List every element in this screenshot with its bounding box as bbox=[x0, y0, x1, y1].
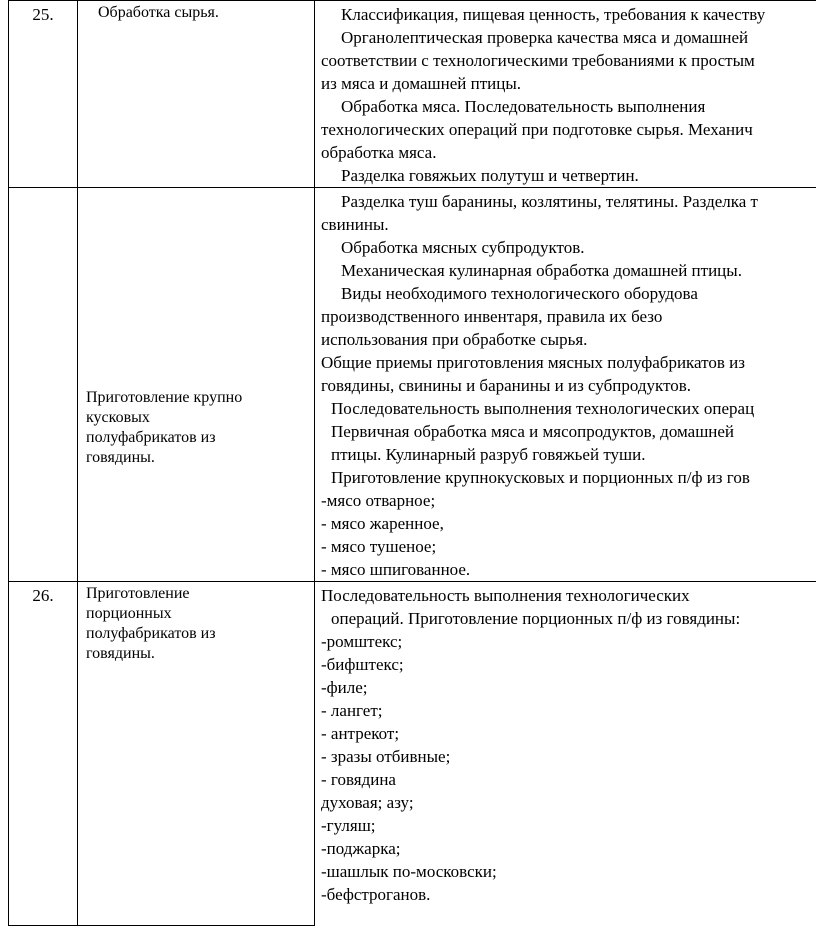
topic-line: полуфабрикатов из bbox=[86, 625, 216, 642]
content-line: -поджарка; bbox=[321, 839, 401, 858]
content-line: соответствии с технологическими требованиями к простым bbox=[321, 51, 755, 70]
content-line: - мясо жаренное, bbox=[321, 514, 444, 533]
row-number: 26. bbox=[9, 582, 78, 926]
topic-line: Приготовление крупно bbox=[86, 389, 243, 406]
content-line: Обработка мясных субпродуктов. bbox=[341, 238, 585, 257]
topic-cell bbox=[78, 1, 315, 188]
topic-line: кусковых bbox=[86, 409, 150, 426]
content-line: обработка мяса. bbox=[321, 143, 437, 162]
content-line: Первичная обработка мяса и мясопродуктов, домашней bbox=[331, 422, 735, 441]
topic-line: Приготовление bbox=[86, 585, 190, 602]
content-line: -бефстроганов. bbox=[321, 885, 431, 904]
content-line: Приготовление крупнокусковых и порционных п/ф из гов bbox=[331, 468, 750, 487]
content-line: Общие приемы приготовления мясных полуфабрикатов из bbox=[321, 353, 745, 372]
topic-cell bbox=[78, 582, 315, 926]
topic-line: говядины. bbox=[86, 645, 155, 662]
content-line: Классификация, пищевая ценность, требования к качеству bbox=[341, 5, 766, 24]
content-line: -гуляш; bbox=[321, 816, 376, 835]
syllabus-table bbox=[8, 0, 816, 926]
table-row bbox=[9, 188, 816, 582]
content-line: Последовательность выполнения технологических bbox=[321, 586, 690, 605]
content-line: - лангет; bbox=[321, 701, 383, 720]
content-line: -бифштекс; bbox=[321, 655, 404, 674]
topic-line: говядины. bbox=[86, 449, 155, 466]
table-row bbox=[9, 582, 816, 926]
content-line: Разделка туш баранины, козлятины, телятины. Разделка т bbox=[341, 192, 758, 211]
content-line: свинины. bbox=[321, 215, 389, 234]
topic-line: полуфабрикатов из bbox=[86, 429, 216, 446]
content-line: производственного инвентаря, правила их безо bbox=[321, 307, 663, 326]
content-line: из мяса и домашней птицы. bbox=[321, 74, 522, 93]
content-line: говядины, свинины и баранины и из субпродуктов. bbox=[321, 376, 692, 395]
content-line: Последовательность выполнения технологических операц bbox=[331, 399, 755, 418]
content-line: технологических операций при подготовке сырья. Механич bbox=[321, 120, 753, 139]
content-line: -филе; bbox=[321, 678, 368, 697]
content-line: -мясо отварное; bbox=[321, 491, 436, 510]
content-line: Механическая кулинарная обработка домашней птицы. bbox=[341, 261, 742, 280]
content-line: - говядина bbox=[321, 770, 396, 789]
content-line: - мясо шпигованное. bbox=[321, 560, 471, 579]
content-cell bbox=[315, 582, 816, 926]
content-line: операций. Приготовление порционных п/ф из говядины: bbox=[331, 609, 741, 628]
topic-line: порционных bbox=[86, 605, 172, 622]
topic-text: Обработка сырья. bbox=[98, 4, 219, 21]
content-cell bbox=[315, 1, 816, 188]
content-line: птицы. Кулинарный разруб говяжьей туши. bbox=[331, 445, 646, 464]
content-line: духовая; азу; bbox=[321, 793, 414, 812]
content-line: Обработка мяса. Последовательность выполнения bbox=[341, 97, 706, 116]
content-line: - антрекот; bbox=[321, 724, 400, 743]
content-cell bbox=[315, 188, 816, 582]
content-line: Органолептическая проверка качества мяса и домашней bbox=[341, 28, 749, 47]
content-line: - мясо тушеное; bbox=[321, 537, 437, 556]
content-line: Разделка говяжьих полутуш и четвертин. bbox=[341, 166, 639, 185]
content-line: - зразы отбивные; bbox=[321, 747, 451, 766]
topic-cell bbox=[78, 188, 315, 582]
content-line: -ромштекс; bbox=[321, 632, 403, 651]
row-number bbox=[9, 188, 78, 582]
content-line: использования при обработке сырья. bbox=[321, 330, 588, 349]
row-number: 25. bbox=[9, 1, 78, 188]
content-line: -шашлык по-московски; bbox=[321, 862, 497, 881]
content-line: Виды необходимого технологического оборудова bbox=[341, 284, 698, 303]
table-row bbox=[9, 1, 816, 188]
